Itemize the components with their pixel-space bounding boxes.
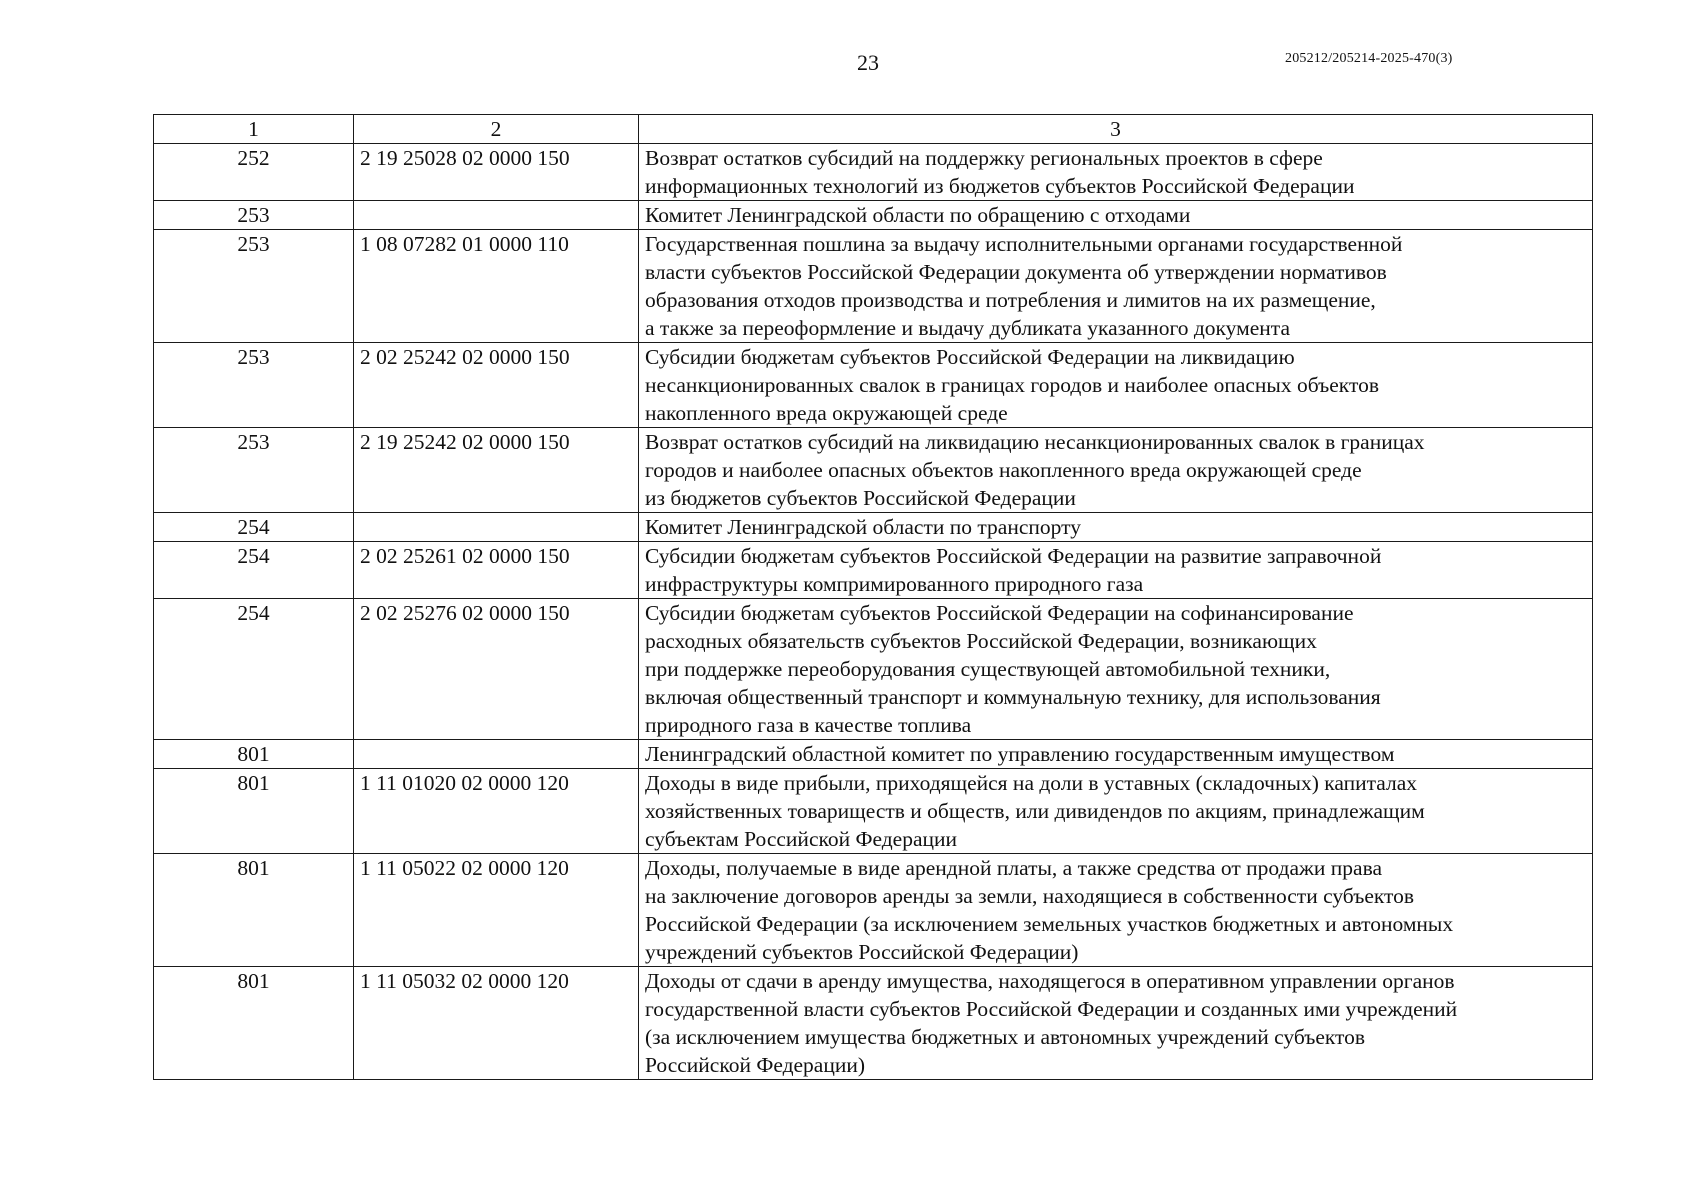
revenue-code-cell: 1 08 07282 01 0000 110 (354, 230, 639, 343)
description-line: природного газа в качестве топлива (645, 713, 972, 737)
revenue-codes-table (153, 114, 1593, 1080)
description-line: из бюджетов субъектов Российской Федерации (645, 486, 1076, 510)
description-line: Ленинградский областной комитет по управлению государственным имуществом (645, 742, 1395, 766)
revenue-code-cell: 1 11 05032 02 0000 120 (354, 967, 639, 1080)
description-line: Комитет Ленинградской области по транспорту (645, 515, 1081, 539)
page-number: 23 (857, 50, 879, 75)
description-line: субъектам Российской Федерации (645, 827, 958, 851)
table-row (154, 769, 1593, 854)
admin-code-cell: 801 (154, 967, 354, 1080)
table-row (154, 201, 1593, 230)
description-line: расходных обязательств субъектов Российской Федерации, возникающих (645, 629, 1317, 653)
description-line: (за исключением имущества бюджетных и автономных учреждений субъектов (645, 1025, 1366, 1049)
table-row (154, 230, 1593, 343)
table-row (154, 967, 1593, 1080)
admin-code-cell: 252 (154, 144, 354, 201)
table-row (154, 144, 1593, 201)
description-line: включая общественный транспорт и коммунальную технику, для использования (645, 685, 1381, 709)
description-cell (639, 542, 1593, 599)
table-row (154, 513, 1593, 542)
description-cell (639, 740, 1593, 769)
table-row (154, 740, 1593, 769)
admin-code-cell: 801 (154, 740, 354, 769)
description-line: государственной власти субъектов Российской Федерации и созданных ими учреждений (645, 997, 1458, 1021)
description-cell (639, 967, 1593, 1080)
admin-code-cell: 254 (154, 599, 354, 740)
column-header-3: 3 (639, 115, 1593, 144)
description-cell (639, 201, 1593, 230)
admin-code-cell: 253 (154, 230, 354, 343)
revenue-code-cell: 1 11 05022 02 0000 120 (354, 854, 639, 967)
description-line: власти субъектов Российской Федерации документа об утверждении нормативов (645, 260, 1387, 284)
description-line: Субсидии бюджетам субъектов Российской Федерации на софинансирование (645, 601, 1354, 625)
description-line: а также за переоформление и выдачу дубликата указанного документа (645, 316, 1290, 340)
description-cell (639, 428, 1593, 513)
table-row (154, 343, 1593, 428)
revenue-code-cell: 1 11 01020 02 0000 120 (354, 769, 639, 854)
description-line: хозяйственных товариществ и обществ, или дивидендов по акциям, принадлежащим (645, 799, 1425, 823)
description-line: Субсидии бюджетам субъектов Российской Федерации на развитие заправочной (645, 544, 1382, 568)
column-header-1: 1 (154, 115, 354, 144)
description-cell (639, 230, 1593, 343)
description-line: Государственная пошлина за выдачу исполнительными органами государственной (645, 232, 1403, 256)
table-row (154, 599, 1593, 740)
description-line: Возврат остатков субсидий на поддержку региональных проектов в сфере (645, 146, 1323, 170)
table-body (154, 144, 1593, 1080)
admin-code-cell: 254 (154, 513, 354, 542)
table-header-row (154, 115, 1593, 144)
table-row (154, 542, 1593, 599)
description-line: Доходы в виде прибыли, приходящейся на доли в уставных (складочных) капиталах (645, 771, 1418, 795)
table-row (154, 428, 1593, 513)
revenue-code-cell: 2 02 25242 02 0000 150 (354, 343, 639, 428)
revenue-code-cell: 2 19 25242 02 0000 150 (354, 428, 639, 513)
revenue-code-cell (354, 513, 639, 542)
table-row (154, 854, 1593, 967)
description-line: Российской Федерации (за исключением земельных участков бюджетных и автономных (645, 912, 1454, 936)
revenue-code-cell: 2 02 25261 02 0000 150 (354, 542, 639, 599)
description-line: накопленного вреда окружающей среде (645, 401, 1008, 425)
description-line: информационных технологий из бюджетов субъектов Российской Федерации (645, 174, 1355, 198)
description-line: несанкционированных свалок в границах городов и наиболее опасных объектов (645, 373, 1379, 397)
description-cell (639, 769, 1593, 854)
description-line: Доходы от сдачи в аренду имущества, находящегося в оперативном управлении органов (645, 969, 1455, 993)
admin-code-cell: 253 (154, 201, 354, 230)
description-line: при поддержке переоборудования существующей автомобильной техники, (645, 657, 1331, 681)
description-cell (639, 513, 1593, 542)
description-line: учреждений субъектов Российской Федерации) (645, 940, 1079, 964)
revenue-code-cell (354, 740, 639, 769)
description-line: городов и наиболее опасных объектов накопленного вреда окружающей среде (645, 458, 1362, 482)
admin-code-cell: 253 (154, 343, 354, 428)
description-line: Российской Федерации) (645, 1053, 866, 1077)
description-cell (639, 854, 1593, 967)
admin-code-cell: 801 (154, 769, 354, 854)
column-header-2: 2 (354, 115, 639, 144)
revenue-code-cell: 2 19 25028 02 0000 150 (354, 144, 639, 201)
description-line: Возврат остатков субсидий на ликвидацию несанкционированных свалок в границах (645, 430, 1425, 454)
admin-code-cell: 253 (154, 428, 354, 513)
document-code: 205212/205214-2025-470(3) (1285, 51, 1453, 66)
description-line: Комитет Ленинградской области по обращению с отходами (645, 203, 1191, 227)
revenue-code-cell (354, 201, 639, 230)
description-line: Субсидии бюджетам субъектов Российской Федерации на ликвидацию (645, 345, 1295, 369)
description-line: образования отходов производства и потребления и лимитов на их размещение, (645, 288, 1376, 312)
admin-code-cell: 254 (154, 542, 354, 599)
description-line: на заключение договоров аренды за земли, находящиеся в собственности субъектов (645, 884, 1415, 908)
description-cell (639, 343, 1593, 428)
revenue-code-cell: 2 02 25276 02 0000 150 (354, 599, 639, 740)
description-line: инфраструктуры компримированного природного газа (645, 572, 1144, 596)
description-cell (639, 144, 1593, 201)
description-cell (639, 599, 1593, 740)
admin-code-cell: 801 (154, 854, 354, 967)
description-line: Доходы, получаемые в виде арендной платы, а также средства от продажи права (645, 856, 1382, 880)
